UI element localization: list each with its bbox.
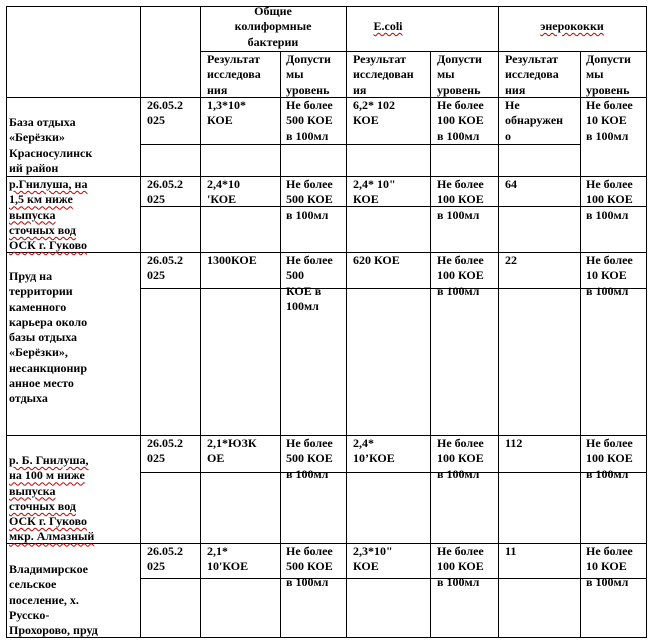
row2-ecoli-limit: Не более 100 КОЕ в 100мл <box>437 177 484 222</box>
rule-col-entero <box>498 6 499 638</box>
row1-entero-result: Не обнаружен о <box>505 98 564 143</box>
header-enterococci: энерококки <box>540 19 604 33</box>
row1-coliform-limit: Не более 500 КОЕ в 100мл <box>286 98 333 143</box>
row3-ecoli-limit: Не более 100 КОЕ в 100мл <box>437 253 484 298</box>
header-coliform: Общие колиформные бактерии <box>234 4 312 49</box>
row4-entero-result: 112 <box>505 436 523 450</box>
subheader-entero-result: Результат исследова ния <box>505 52 559 97</box>
rule-left <box>6 6 7 638</box>
rule-col-ecoli <box>346 6 347 638</box>
row4-coliform-result: 2,1*ЮЗК ОЕ <box>207 436 257 466</box>
subheader-coliform-result: Результат исследова ния <box>207 52 261 97</box>
row4-location-text: р. Б. Гнилуша, на 100 м ниже выпуска сточных вод ОСК г. Гуково мкр. Алмазный <box>9 453 95 544</box>
row1-date: 26.05.2 025 <box>147 98 183 128</box>
row3-entero-limit: Не более 10 КОЕ в 100мл <box>586 253 633 298</box>
row5-ecoli-limit: Не более 100 КОЕ в 100мл <box>437 544 484 589</box>
row4-entero-limit: Не более 100 КОЕ в 100мл <box>586 436 633 481</box>
row5-coliform-limit: Не более 500 КОЕ в 100мл <box>286 544 333 589</box>
row3-entero-result: 22 <box>505 253 517 267</box>
header-ecoli: E.coli <box>373 19 403 33</box>
row5-date: 26.05.2 025 <box>147 544 183 574</box>
row1-location: База отдыха «Берёзки» Красносулинск ий район <box>9 115 93 175</box>
row2-location-text: р.Гнилуша, на 1,5 км ниже выпуска сточных вод ОСК г. Гуково <box>9 177 88 253</box>
rule-col-entero-limit <box>580 51 581 638</box>
row2-date: 26.05.2 025 <box>147 177 183 207</box>
row5-entero-limit: Не более 10 КОЕ в 100мл <box>586 544 633 589</box>
row5-entero-result: 11 <box>505 544 517 558</box>
row3-date: 26.05.2 025 <box>147 253 183 283</box>
row4-location <box>9 453 140 545</box>
row4-ecoli-result: 2,4* 10’КОЕ <box>353 436 395 466</box>
row3-ecoli-result: 620 КОЕ <box>353 253 400 267</box>
rule-row3-inner <box>140 288 646 289</box>
row1-entero-limit: Не более 10 КОЕ в 100мл <box>586 98 633 143</box>
rule-row5-inner <box>140 578 646 579</box>
rule-col-date <box>140 6 141 638</box>
subheader-entero-limit: Допусти мы уровень <box>586 52 631 97</box>
row4-date: 26.05.2 025 <box>147 436 183 466</box>
row4-ecoli-limit: Не более 100 КОЕ в 100мл <box>437 436 484 481</box>
row5-location: Владимирское сельское поселение, х. Русско- Прохорово, пруд <box>9 562 98 638</box>
rule-right <box>646 6 647 638</box>
row3-coliform-limit: Не более 500 КОЕ в 100мл <box>286 253 333 313</box>
row2-ecoli-result: 2,4* 10" КОЕ <box>353 177 396 207</box>
row4-coliform-limit: Не более 500 КОЕ в 100мл <box>286 436 333 481</box>
rule-row4-inner <box>140 472 646 473</box>
row1-coliform-result: 1,3*10* КОЕ <box>207 98 246 128</box>
row3-location: Пруд на территории каменного карьера около базы отдыха «Берёзки», несанкционир анное место отдыха <box>9 269 88 406</box>
row2-entero-result: 64 <box>505 177 517 191</box>
row2-coliform-result: 2,4*10 'КОЕ <box>207 177 240 207</box>
subheader-ecoli-result: Результат исследован ия <box>353 52 414 97</box>
row5-ecoli-result: 2,3*10" КОЕ <box>353 544 393 574</box>
rule-col-coliform-limit <box>280 51 281 638</box>
row2-location <box>9 177 140 253</box>
subheader-ecoli-limit: Допусти мы уровень <box>437 52 482 97</box>
rule-col-coliform <box>200 6 201 638</box>
row3-coliform-result: 1300КОЕ <box>207 253 257 267</box>
rule-row1-inner <box>140 144 580 145</box>
rule-col-ecoli-limit <box>430 51 431 638</box>
row2-entero-limit: Не более 100 КОЕ в 100мл <box>586 177 633 222</box>
row5-coliform-result: 2,1* 10'КОЕ <box>207 544 249 574</box>
row1-ecoli-result: 6,2* 102 КОЕ <box>353 98 395 128</box>
row1-ecoli-limit: Не более 100 КОЕ в 100мл <box>437 98 484 143</box>
subheader-coliform-limit: Допусти мы уровень <box>286 52 331 97</box>
row2-coliform-limit: Не более 500 КОЕ в 100мл <box>286 177 333 222</box>
